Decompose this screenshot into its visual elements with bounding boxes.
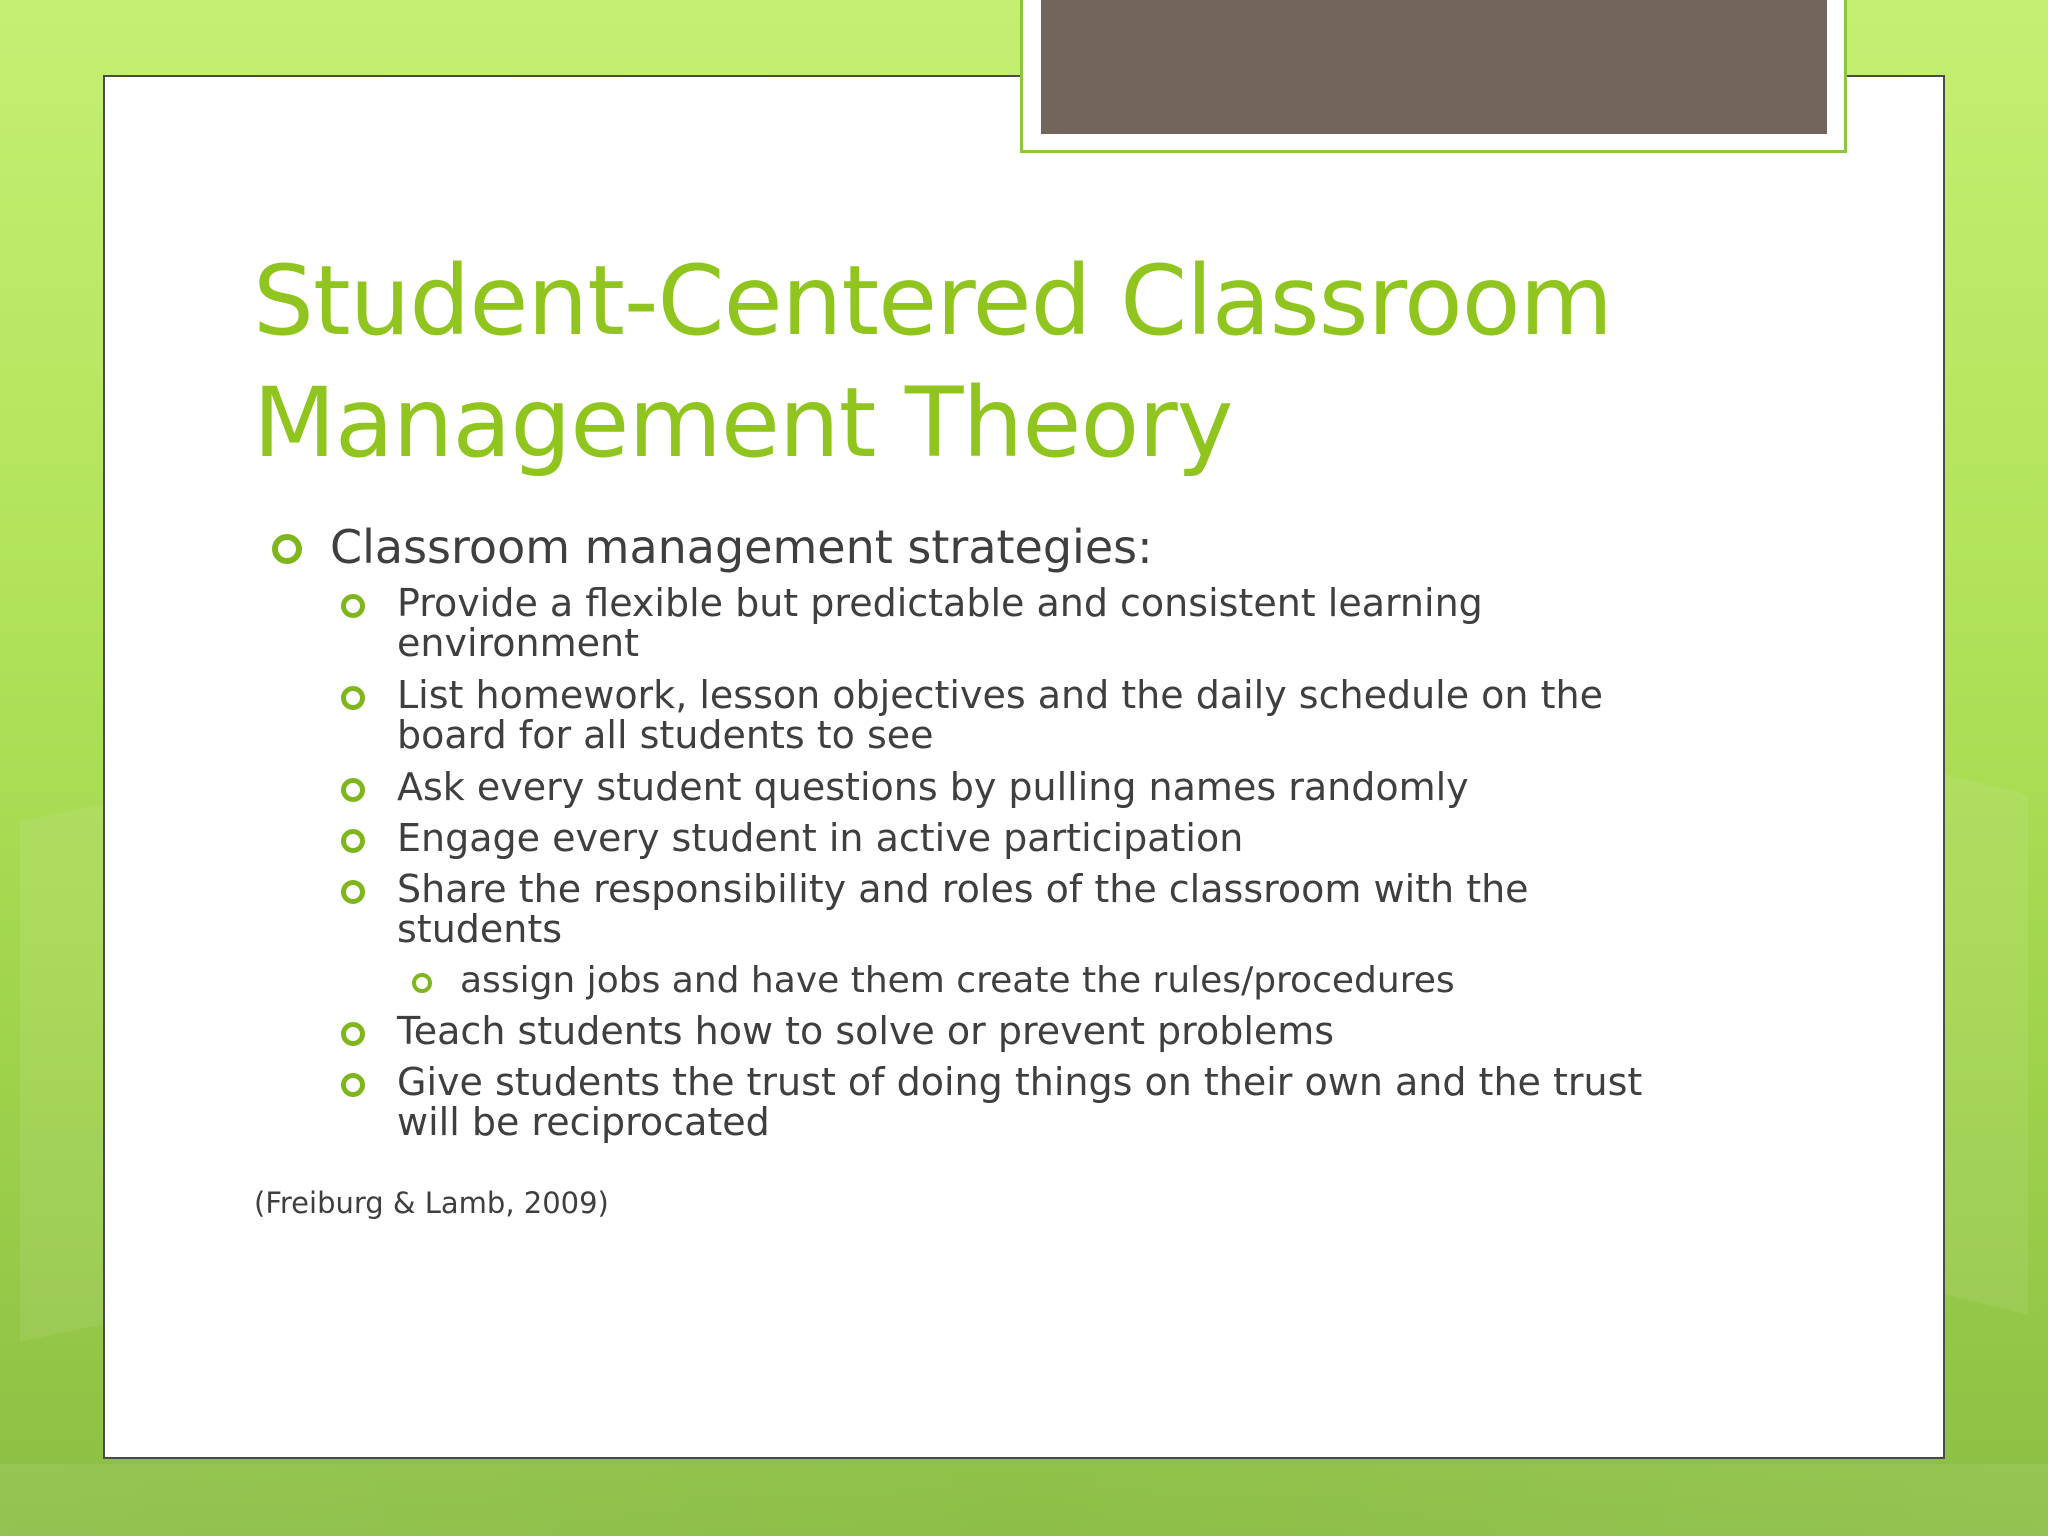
circle-bullet-icon xyxy=(341,1073,365,1097)
intro-text: Classroom management strategies: xyxy=(330,520,1153,574)
circle-bullet-icon xyxy=(272,534,302,564)
circle-bullet-icon xyxy=(341,594,365,618)
circle-bullet-icon xyxy=(341,880,365,904)
strategy-text-line-2: board for all students to see xyxy=(397,713,934,757)
circle-bullet-icon xyxy=(341,829,365,853)
slide-title: Student-Centered Classroom Management Theory xyxy=(253,245,1612,479)
strategy-text-line-1: Give students the trust of doing things on their own and the trust xyxy=(397,1060,1643,1104)
strategy-text-line-2: will be reciprocated xyxy=(397,1100,770,1144)
strategy-item-3 xyxy=(397,767,1469,807)
strategy-text-line-2: environment xyxy=(397,621,640,665)
strategy-text-line-1: List homework, lesson objectives and the daily schedule on the xyxy=(397,673,1603,717)
circle-bullet-icon xyxy=(412,973,432,993)
strategy-item-5 xyxy=(397,869,1529,949)
strategy-subitem xyxy=(460,961,1455,1001)
citation: (Freiburg & Lamb, 2009) xyxy=(254,1186,609,1220)
strategy-item-1 xyxy=(397,583,1483,663)
strategy-text-line-1: Provide a flexible but predictable and consistent learning xyxy=(397,581,1483,625)
circle-bullet-icon xyxy=(341,1022,365,1046)
strategy-item-4 xyxy=(397,818,1243,858)
strategy-item-6 xyxy=(397,1011,1334,1051)
circle-bullet-icon xyxy=(341,686,365,710)
strategy-text-line-1: Share the responsibility and roles of the classroom with the xyxy=(397,867,1529,911)
strategy-text-line-1: Engage every student in active participation xyxy=(397,816,1244,860)
intro-bullet-item xyxy=(330,522,1153,573)
strategy-text-line-1: Ask every student questions by pulling names randomly xyxy=(397,765,1469,809)
strategy-text-line-1: Teach students how to solve or prevent problems xyxy=(397,1009,1335,1053)
strategy-text-line-2: students xyxy=(397,907,563,951)
strategy-item-7 xyxy=(397,1062,1642,1142)
strategy-subitem-text: assign jobs and have them create the rules/procedures xyxy=(460,960,1455,1001)
circle-bullet-icon xyxy=(341,778,365,802)
strategy-item-2 xyxy=(397,675,1603,755)
